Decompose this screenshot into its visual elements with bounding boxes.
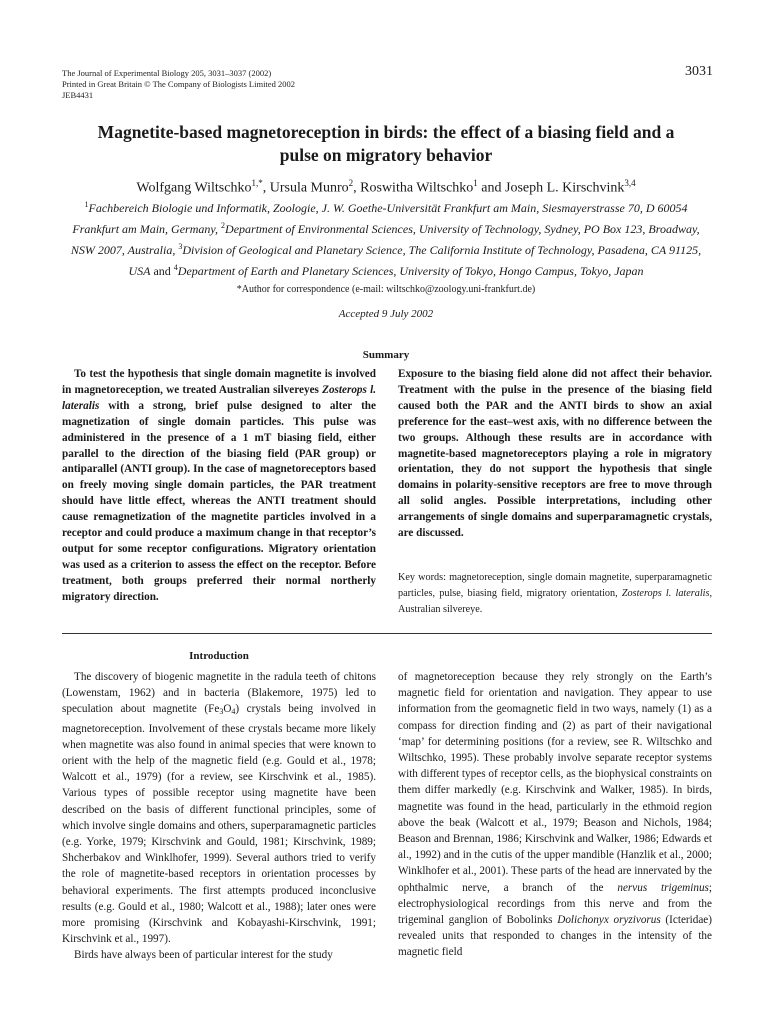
intro-text-right-1: of magnetoreception because they rely strongly on the Earth’s magnetic field for orientation and navigation. They appear to use information from the geomagnetic field in two ways, namely (1) as a compass for direction finding and (2) as part of their navigational ‘map’ for determining positions (for a review, see R. Wiltschko and Wiltschko, 1995). These probably involve separate receptor systems with different types of receptor cells, as the biophysical constraints on them differ markedly (e.g. Kirschvink and Walker, 1985). In birds, magnetite was found in the head, particularly in the ethmoid region above the beak (Walcott et al., 1979; Beason and Nichols, 1984; Beason and Brennan, 1986; Kirschvink and Walker, 1986; Edwards et al., 1992) and in the cutis of the upper mandible (Hanzlik et al., 2000; Winklhofer et al., 2001). These parts of the head are innervated by the ophthalmic nerve, a branch of the	[398, 671, 712, 894]
intro-paragraph-continued	[398, 669, 712, 961]
formula-o: O	[223, 703, 232, 716]
affiliation-2-mark: 2	[221, 221, 226, 230]
title-line-2: pulse on migratory behavior	[279, 145, 493, 165]
intro-nerve-name: nervus trigeminus	[617, 881, 709, 894]
section-divider	[62, 633, 712, 634]
introduction-left-column	[62, 669, 376, 964]
author-4: and Joseph L. Kirschvink	[477, 180, 625, 196]
intro-paragraph-2: Birds have always been of particular interest for the study	[74, 949, 333, 962]
author-4-affiliation: 3,4	[624, 178, 636, 188]
summary-left-column	[62, 367, 376, 606]
affiliation-3-mark: 3	[178, 242, 183, 251]
keywords-text-2: , Australian silvereye.	[398, 588, 712, 615]
summary-species: Zosterops l. lateralis	[62, 383, 376, 412]
introduction-right-column	[398, 669, 712, 961]
keywords-text-1: Key words: magnetoreception, single domain magnetite, superparamagnetic particles, pulse, biasing field, migratory orientation,	[398, 572, 712, 599]
affiliation-3: Division of Geological and Planetary Science, The California Institute of Technology, Pasadena, CA 91125, USA	[128, 243, 702, 278]
journal-info	[62, 68, 295, 101]
author-2: , Ursula Munro	[262, 180, 349, 196]
summary-text-1: To test the hypothesis that single domain magnetite is involved in magnetoreception, we treated Australian silvereyes	[62, 368, 376, 396]
affiliation-4: Department of Earth and Planetary Sciences, University of Tokyo, Hongo Campus, Tokyo, Japan	[177, 264, 644, 278]
introduction-heading: Introduction	[189, 650, 249, 662]
title-line-1: Magnetite-based magnetoreception in birds: the effect of a biasing field and a	[97, 122, 675, 142]
author-1: Wolfgang Wiltschko	[136, 180, 252, 196]
page-number: 3031	[685, 64, 713, 79]
author-3: , Roswitha Wiltschko	[353, 180, 474, 196]
summary-heading: Summary	[362, 349, 410, 361]
correspondence-note: *Author for correspondence (e-mail: wiltschko@zoology.uni-frankfurt.de)	[236, 284, 536, 295]
author-3-affiliation: 1	[473, 178, 478, 188]
intro-text-right-2: ; electrophysiological recordings from this nerve and from the trigeminal ganglion of Bobolinks	[398, 881, 713, 927]
paper-title	[60, 121, 712, 167]
accepted-date: Accepted 9 July 2002	[338, 308, 434, 320]
intro-paragraph-1	[62, 669, 376, 947]
author-list	[60, 178, 712, 197]
summary-right-column: Exposure to the biasing field alone did not affect their behavior. Treatment with the pulse in the presence of the biasing field caused both the PAR and the ANTI birds to show an axial preference for the east–west axis, with no difference between the two groups. Although these results are in accordance with magnetite-based magnetoreceptors playing a role in migratory orientation, they do not support the hypothesis that single domains in polarity-sensitive receptors are free to move through all solid angles. Possible interpretations, including other arrangements of single domains and superparamagnetic crystals, are discussed.	[398, 368, 712, 540]
intro-text-right-3: (Icteridae) revealed units that responded to changes in the intensity of the magnetic field	[398, 914, 713, 959]
intro-species-name: Dolichonyx oryzivorus	[557, 914, 661, 927]
author-2-affiliation: 2	[348, 178, 354, 188]
affiliation-4-mark: 4	[173, 263, 178, 272]
keywords	[398, 570, 712, 618]
affiliation-1-mark: 1	[84, 200, 89, 209]
intro-text-1-rest: ) crystals being involved in magnetoreception. Involvement of these crystals became more likely when magnetite was also found in animal species that were known to orient with the help of the magnetic field (e.g. Gould et al., 1978; Walcott et al., 1979) (for a review, see Kirschvink et al., 1985). Various types of possible receptor using magnetite have been described on the basis of different functional principles, some of which involve single domains and others, superparamagnetic particles (e.g. Yorke, 1979; Kirschvink and Gould, 1981; Kirschvink, 1989; Shcherbakov and Winklhofer, 1999). Several authors tried to verify the role of magnetite-based receptors in orientation processes by behavioral experiments. The first attempts produced inconclusive results (e.g. Gould et al., 1980; Walcott et al., 1988); later ones were more promising (Kirschvink and Kobayashi-Kirschvink, 1991; Kirschvink et al., 1997).	[62, 703, 376, 946]
author-1-affiliation: 1,*	[251, 178, 263, 188]
summary-text-2: with a strong, brief pulse designed to alter the magnetization of single domain particles. This pulse was administered in the presence of a 1 mT biasing field, either parallel to the direction of the biasing field (PAR group) or antiparallel (ANTI group). In the case of magnetoreceptors based on freely moving single domain particles, the PAR treatment should have little effect, whereas the ANTI treatment should cause remagnetization of the magnetite particles involved in a receptor and could produce a maximum change in that receptor’s output for some receptor configurations. Migratory orientation was used as a criterion to assess the effect on the receptor. Before treatment, both groups preferred their normal northerly migratory direction.	[62, 399, 376, 603]
affiliations	[60, 196, 712, 280]
formula-sub-3: 3	[219, 707, 224, 717]
journal-citation: The Journal of Experimental Biology 205, 3031–3037 (2002)	[62, 68, 272, 78]
keywords-species: Zosterops l. lateralis	[621, 588, 710, 599]
affiliation-conjunction: and	[150, 264, 174, 278]
affiliation-1: Fachbereich Biologie und Informatik, Zoologie, J. W. Goethe-Universität Frankfurt am Main, Siesmayerstrasse 70, D 60054 Frankfurt am Main, Germany,	[72, 201, 688, 236]
affiliation-2: Department of Environmental Sciences, University of Technology, Sydney, PO Box 123, Broadway, NSW 2007, Australia,	[70, 222, 700, 257]
formula-sub-4: 4	[231, 707, 236, 717]
journal-copyright: Printed in Great Britain © The Company of Biologists Limited 2002	[62, 79, 295, 89]
intro-text-1: The discovery of biogenic magnetite in the radula teeth of chitons (Lowenstam, 1962) and in bacteria (Blakemore, 1975) led to speculation about magnetite (Fe	[62, 671, 376, 716]
journal-article-id: JEB4431	[62, 90, 94, 100]
